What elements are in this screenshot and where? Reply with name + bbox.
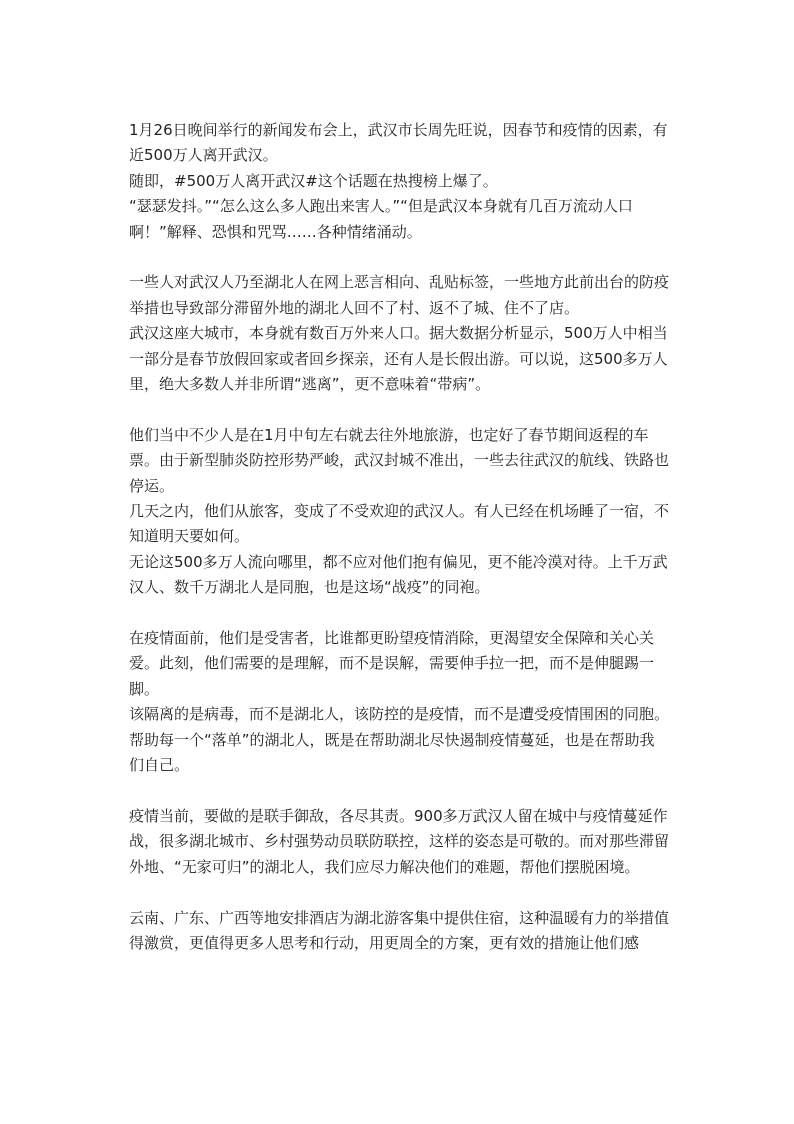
paragraph-gap — [129, 397, 669, 422]
paragraph-1 — [129, 118, 669, 245]
paragraph-text: “瑟瑟发抖。”“怎么这么多人跑出来害人。”“但是武汉本身就有几百万流动人口啊！”解释、恐惧和咒骂……各种情绪涌动。 — [129, 197, 633, 241]
paragraph-gap — [129, 245, 669, 270]
paragraph-4 — [129, 626, 669, 778]
paragraph-6 — [129, 906, 669, 957]
paragraph-text: 疫情当前，要做的是联手御敌，各尽其责。900多万武汉人留在城中与疫情蔓延作战，很多湖北城市、乡村强势动员联防联控，这样的姿态是可敬的。而对那些滞留外地、“无家可归”的湖北人，我们应尽力解决他们的难题，帮他们摆脱困境。 — [129, 806, 670, 876]
paragraph-3 — [129, 423, 669, 601]
paragraph-2 — [129, 270, 669, 397]
paragraph-5 — [129, 804, 669, 880]
paragraph-text: 一些人对武汉人乃至湖北人在网上恶言相向、乱贴标签，一些地方此前出台的防疫举措也导致部分滞留外地的湖北人回不了村、返不了城、住不了店。 — [129, 273, 670, 317]
paragraph-text: 武汉这座大城市，本身就有数百万外来人口。据大数据分析显示，500万人中相当一部分是春节放假回家或者回乡探亲，还有人是长假出游。可以说，这500多万人里，绝大多数人并非所谓“逃离”，更不意味着“带病”。 — [129, 324, 668, 394]
article-body — [129, 118, 669, 956]
paragraph-text: 他们当中不少人是在1月中旬左右就去往外地旅游，也定好了春节期间返程的车票。由于新型肺炎防控形势严峻，武汉封城不准出，一些去往武汉的航线、铁路也停运。 — [129, 425, 670, 495]
paragraph-text: 随即，#500万人离开武汉#这个话题在热搜榜上爆了。 — [129, 171, 498, 190]
paragraph-text: 几天之内，他们从旅客，变成了不受欢迎的武汉人。有人已经在机场睡了一宿，不知道明天要如何。 — [129, 502, 670, 546]
paragraph-text: 无论这500多万人流向哪里，都不应对他们抱有偏见，更不能冷漠对待。上千万武汉人、数千万湖北人是同胞，也是这场“战疫”的同袍。 — [129, 552, 668, 597]
paragraph-text: 该隔离的是病毒，而不是湖北人，该防控的是疫情，而不是遭受疫情围困的同胞。帮助每一个“落单”的湖北人，既是在帮助湖北尽快遏制疫情蔓延，也是在帮助我们自己。 — [129, 705, 670, 775]
paragraph-gap — [129, 601, 669, 626]
paragraph-text: 在疫情面前，他们是受害者，比谁都更盼望疫情消除，更渴望安全保障和关心关爱。此刻，他们需要的是理解，而不是误解，需要伸手拉一把，而不是伸腿踢一脚。 — [129, 629, 655, 698]
paragraph-gap — [129, 880, 669, 905]
paragraph-text: 1月26日晚间举行的新闻发布会上，武汉市长周先旺说，因春节和疫情的因素，有近500万人离开武汉。 — [129, 121, 668, 165]
paragraph-text: 云南、广东、广西等地安排酒店为湖北游客集中提供住宿，这种温暖有力的举措值得激赏，更值得更多人思考和行动，用更周全的方案，更有效的措施让他们感 — [129, 908, 670, 952]
paragraph-gap — [129, 779, 669, 804]
